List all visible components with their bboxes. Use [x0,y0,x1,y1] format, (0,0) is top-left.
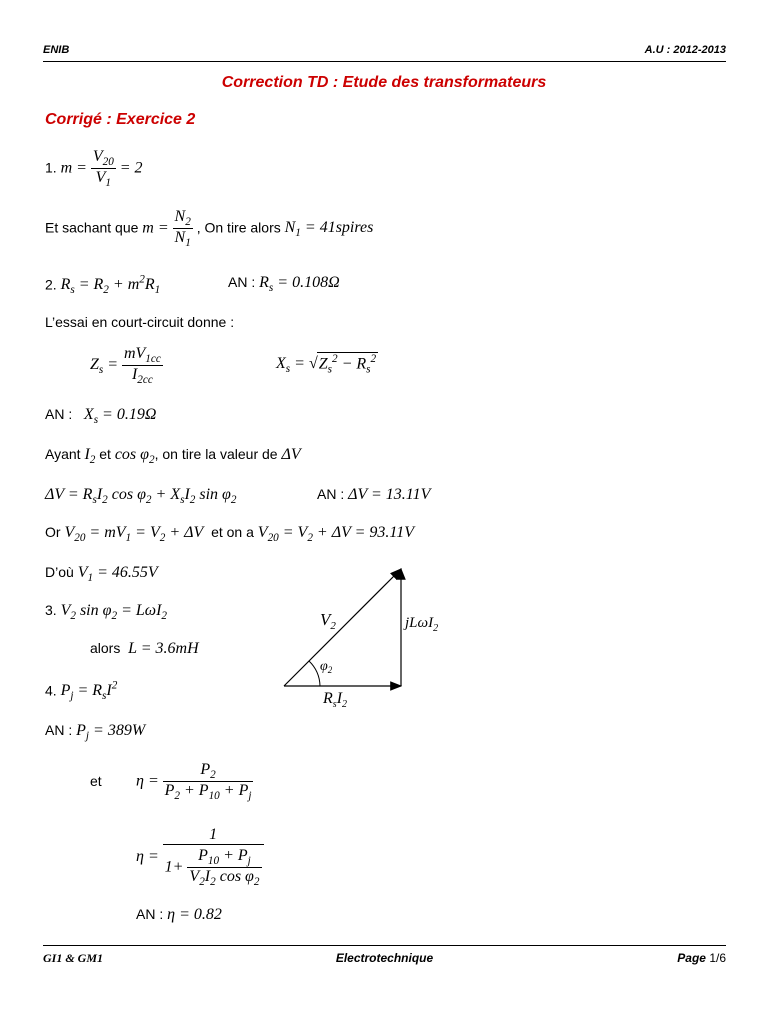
eq-eta-1: η = $\frac{P_2}{P_2 + P_{10} + P_j}$ [136,761,252,803]
fraction: $\frac{V_{20}}{V_1}$ [92,148,114,190]
header-right: A.U : 2012-2013 [644,44,726,56]
eq-xs: $X_s = √Z_s^2 - R_s^2$ [276,353,377,376]
math: m = [60,159,87,177]
phi-arc [309,661,320,686]
eq-n1: Et sachant que m = $\frac{N_2}{N_1}$ , On tire alors $N_1$ = 41spires [45,208,374,250]
rs-label: $R_sI_2$ [323,690,348,710]
footer-left: GI1 & GM1 [43,951,104,965]
eq-eta-2: η = 1 1+ $\frac{P_{10} + P_j}{V_2I_2 \cos \varphi_2}$ [136,826,264,888]
page-number: 1/6 [709,951,726,965]
eq-v20: Or $V_{20} = mV_1 = V_2 + \Delta V$ et on a $V_{20} = V_2 + \Delta V = 93.11V$ [45,524,414,545]
an-eta: AN : η = 0.82 [136,906,222,923]
eq-dv: $\Delta V = R_sI_2$ $\cos \varphi_2 + X_sI_2$ $\sin \varphi_2$ [45,486,237,507]
an-xs: AN : $X_s = 0.19\Omega$ [45,406,157,427]
eq-v1: D’où $V_1 = 46.55V$ [45,564,158,585]
fraction: $\frac{mV_{1cc}}{I_{2cc}}$ [123,345,161,387]
an-rs: AN : $R_s = 0.108\Omega$ [228,274,340,295]
text-et: et [90,773,102,789]
v2-label: $V_2$ [320,610,336,632]
fraction: $\frac{P_2}{P_2 + P_{10} + P_j}$ [164,761,252,803]
header-rule [43,61,726,62]
phasor-diagram [270,555,470,715]
footer-rule [43,945,726,946]
footer-center: Electrotechnique [335,951,434,965]
jl-label: jLωI$_2$ [405,615,439,634]
section-title: Corrigé : Exercice 2 [45,111,196,128]
header-left: ENIB [43,44,70,56]
an-pj: AN : $P_j = 389W$ [45,722,146,743]
eq-zs: $Z_s$ = $\frac{mV_{1cc}}{I_{2cc}}$ [90,345,161,387]
phi-label: $\varphi_2$ [320,659,333,675]
fraction: 1 1+ $\frac{P_{10} + P_j}{V_2I_2 \cos \varphi_2}$ [163,826,264,888]
page-header [43,42,726,60]
text: Et sachant que [45,219,139,236]
text-short-circuit: L’essai en court-circuit donne : [45,314,235,330]
eq-4: 4. $P_j = R_sI^2$ [45,680,118,703]
math: m = [142,219,169,237]
math: = 2 [119,159,143,177]
page-footer [43,948,726,968]
eq-1 [45,148,142,189]
item-number: 1. [45,159,57,176]
eq-3: 3. $V_2$ $\sin \varphi_2 = L\omega I_2$ [45,602,167,623]
footer-right: Page 1/6 [677,951,726,965]
v2-vector [284,569,401,686]
fraction: $\frac{N_2}{N_1}$ [174,208,191,250]
an-dv: AN : ΔV = 13.11V [317,486,431,503]
text-ayant: Ayant $I_2$ et $\cos \varphi_2$, on tire la valeur de ΔV [45,446,301,467]
document-title: Correction TD : Etude des transformateurs [221,74,547,91]
eq-2: 2. $R_s = R_2 + m^2R_1$ [45,274,161,297]
eq-l: alors L = 3.6mH [90,640,199,657]
text: , On tire alors [196,219,281,236]
